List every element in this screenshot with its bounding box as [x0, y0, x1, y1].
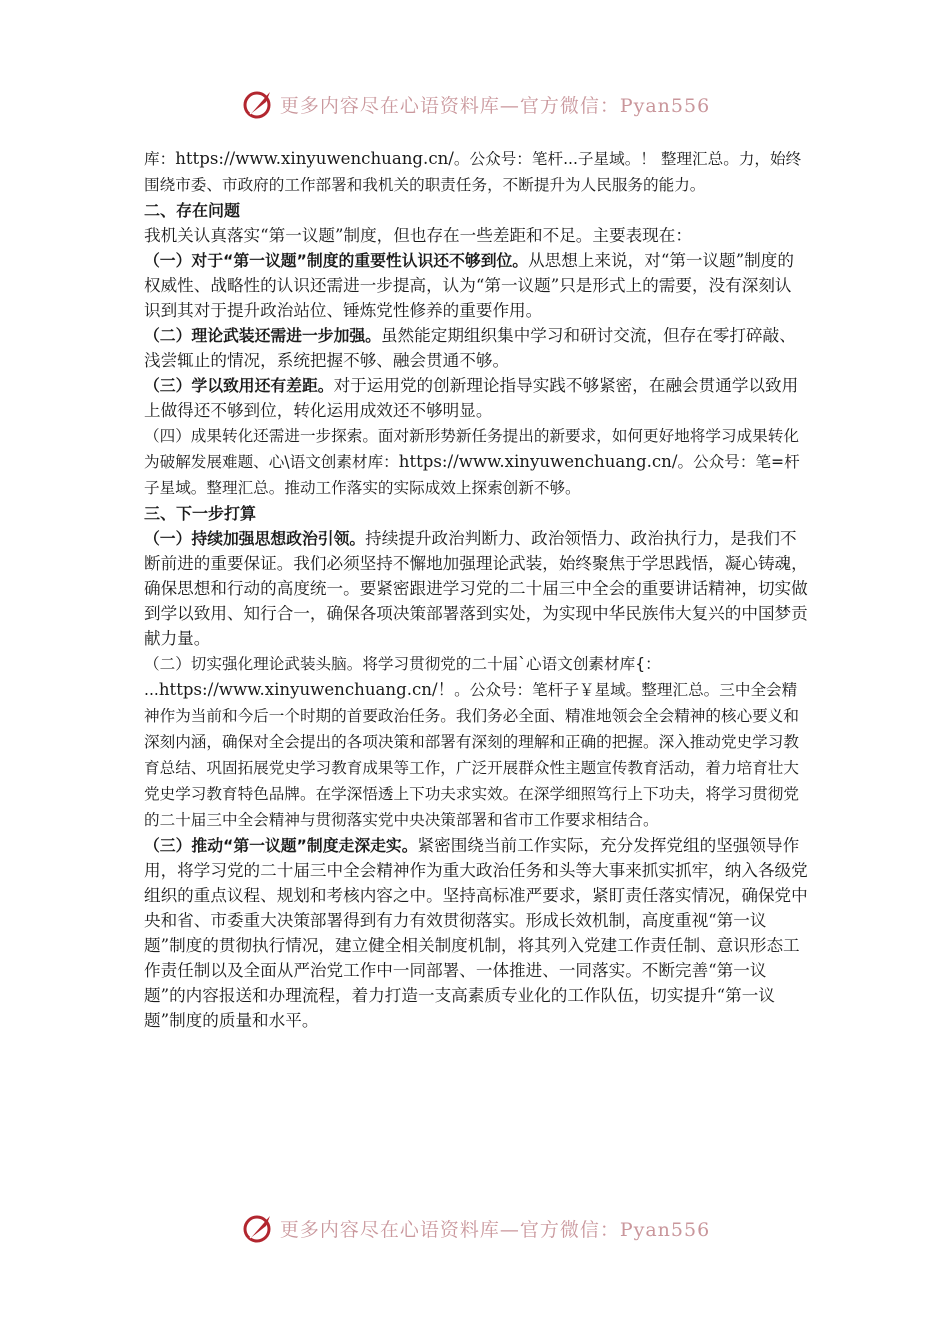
paragraph: （二）切实强化理论武装头脑。将学习贯彻党的二十届`心语文创素材库{： ...https://www.xinyuwenchuang.cn/！。公众号：笔杆子￥星域。整理汇总。三中全会精神作为当前和今后一个时期的首要政治任务。我们务必全面、精准地领会全会精神的核心要义和深刻内涵，确保对全会提出的各项决策和部署有深刻的理解和正确的把握。深入推动党史学习教育总结、巩固拓展党史学习教育成果等工作，广泛开展群众性主题宣传教育活动，着力培育壮大党史学习教育特色品牌。在学深悟透上下功夫求实效。在深学细照笃行上下功夫，将学习贯彻党的二十届三中全会精神与贯彻落实党中央决策部署和省市工作要求相结合。 [144, 655, 799, 829]
section-heading: 二、存在问题 [144, 201, 241, 220]
url-text: https://www.xinyuwenchuang.cn/ [175, 149, 454, 168]
paragraph: （四）成果转化还需进一步探索。面对新形势新任务提出的新要求，如何更好地将学习成果转化为破解发展难题、心\语文创素材库：https://www.xinyuwenchuang.cn/。公众号：笔=杆子星域。整理汇总。推动工作落实的实际成效上探索创新不够。 [144, 427, 800, 497]
subheading: （二）理论武装还需进一步加强。 [144, 326, 381, 345]
paragraph: （三）推动“第一议题”制度走深走实。紧密围绕当前工作实际，充分发挥党组的坚强领导作用，将学习党的二十届三中全会精神作为重大政治任务和头等大事来抓实抓牢，纳入各级党组织的重点议程、规划和考核内容之中。坚持高标准严要求，紧盯责任落实情况，确保党中央和省、市委重大决策部署得到有力有效贯彻落实。形成长效机制，高度重视“第一议题”制度的贯彻执行情况，建立健全相关制度机制，将其列入党建工作责任制、意识形态工作责任制以及全面从严治党工作中一同部署、一体推进、一同落实。不断完善“第一议题”的内容报送和办理流程，着力打造一支高素质专业化的工作队伍，切实提升“第一议题”制度的质量和水平。 [144, 836, 808, 1030]
paragraph: （二）理论武装还需进一步加强。虽然能定期组织集中学习和研讨交流，但存在零打碎敲、浅尝辄止的情况，系统把握不够、融会贯通不够。 [144, 326, 796, 370]
paragraph: （一）持续加强思想政治引领。持续提升政治判断力、政治领悟力、政治执行力，是我们不断前进的重要保证。我们必须坚持不懈地加强理论武装，始终聚焦于学思践悟，凝心铸魂，确保思想和行动的高度统一。要紧密跟进学习党的二十届三中全会的重要讲话精神，切实做到学以致用、知行合一，确保各项决策部署落到实处，为实现中华民族伟大复兴的中国梦贡献力量。 [144, 529, 808, 648]
paragraph: （三）学以致用还有差距。对于运用党的创新理论指导实践不够紧密，在融会贯通学以致用上做得还不够到位，转化运用成效还不够明显。 [144, 376, 799, 420]
paragraph: 我机关认真落实“第一议题”制度，但也存在一些差距和不足。主要表现在： [144, 226, 692, 245]
subheading: （三）推动“第一议题”制度走深走实。 [144, 836, 418, 855]
header-watermark [0, 84, 950, 124]
section-heading: 三、下一步打算 [144, 504, 257, 523]
footer-watermark [0, 1208, 950, 1248]
url-text: https://www.xinyuwenchuang.cn/！ [158, 680, 455, 699]
quill-logo-icon [240, 1210, 276, 1246]
subheading: （三）学以致用还有差距。 [144, 376, 334, 395]
watermark-text: 更多内容尽在心语资料库—官方微信：Pyan556 [279, 94, 711, 117]
quill-logo-icon [240, 86, 276, 122]
paragraph: （一）对于“第一议题”制度的重要性认识还不够到位。从思想上来说，对“第一议题”制度的权威性、战略性的认识还需进一步提高，认为“第一议题”只是形式上的需要，没有深刻认识到其对于提升政治站位、锤炼党性修养的重要作用。 [144, 251, 794, 320]
subheading: （一）持续加强思想政治引领。 [144, 529, 366, 548]
paragraph: 库：https://www.xinyuwenchuang.cn/。公众号：笔杆...子星域。！ 整理汇总。力，始终围绕市委、市政府的工作部署和我机关的职责任务，不断提升为人民服务的能力。 [144, 149, 802, 194]
document-body [144, 146, 808, 1033]
subheading: （一）对于“第一议题”制度的重要性认识还不够到位。 [144, 251, 529, 270]
watermark-text: 更多内容尽在心语资料库—官方微信：Pyan556 [279, 1218, 711, 1241]
url-text: https://www.xinyuwenchuang.cn/ [398, 452, 678, 471]
